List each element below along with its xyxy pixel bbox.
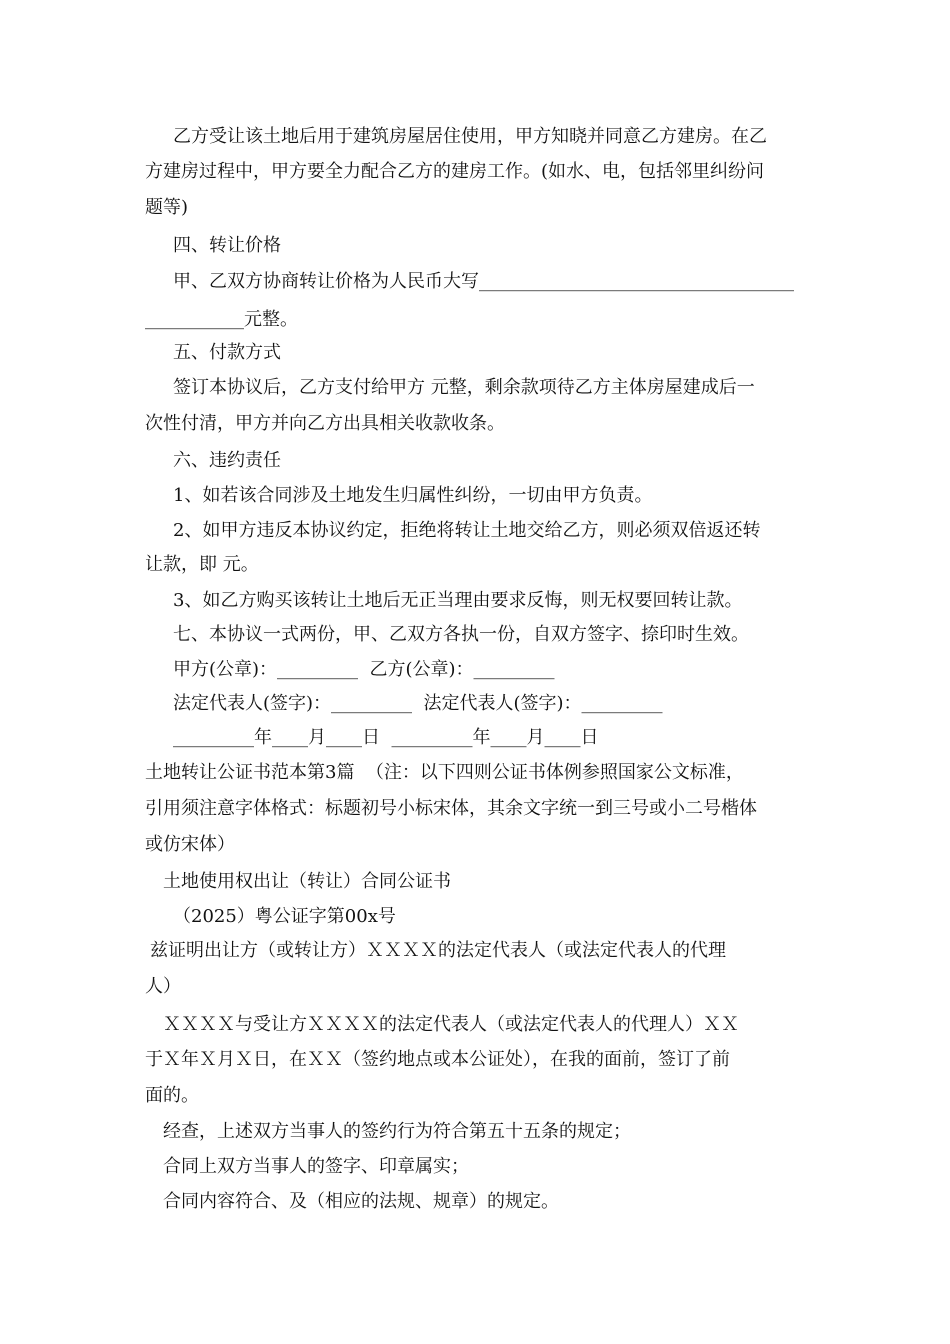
paragraph-line: 于Ｘ年Ｘ月Ｘ日，在ＸＸ（签约地点或本公证处），在我的面前，签订了前	[145, 1049, 730, 1070]
paragraph-line: 题等)	[145, 197, 189, 218]
paragraph-line: 人）	[145, 976, 181, 997]
section-heading: 六、违约责任	[173, 450, 281, 471]
paragraph-line: 合同上双方当事人的签字、印章属实；	[163, 1156, 469, 1177]
paragraph-line: 面的。	[145, 1085, 199, 1106]
paragraph-line: 经查，上述双方当事人的签约行为符合第五十五条的规定；	[163, 1121, 631, 1142]
paragraph-line: 方建房过程中，甲方要全力配合乙方的建房工作。(如水、电，包括邻里纠纷问	[145, 161, 765, 182]
clause-line: 2、如甲方违反本协议约定，拒绝将转让土地交给乙方，则必须双倍返还转	[173, 520, 761, 541]
paragraph-line: 乙方受让该土地后用于建筑房屋居住使用，甲方知晓并同意乙方建房。在乙	[173, 126, 767, 147]
paragraph-line: ＸＸＸＸ与受让方ＸＸＸＸ的法定代表人（或法定代表人的代理人）ＸＸ	[163, 1014, 739, 1035]
certificate-number: （2025）粤公证字第00x号	[173, 906, 396, 927]
section-heading: 四、转让价格	[173, 235, 281, 256]
clause-line: 七、本协议一式两份，甲、乙双方各执一份，自双方签字、捺印时生效。	[173, 624, 749, 645]
signature-date-line: _________年____月____日 _________年____月____日	[173, 727, 599, 748]
document-subtitle: 土地转让公证书范本第3篇 （注：以下四则公证书体例参照国家公文标准，	[145, 762, 744, 783]
paragraph-line: ___________元整。	[145, 309, 298, 330]
paragraph-line: 或仿宋体）	[145, 834, 235, 855]
clause-line: 3、如乙方购买该转让土地后无正当理由要求反悔，则无权要回转让款。	[173, 590, 743, 611]
section-heading: 五、付款方式	[173, 342, 281, 363]
certificate-title: 土地使用权出让（转让）合同公证书	[163, 871, 451, 892]
clause-line: 1、如若该合同涉及土地发生归属性纠纷，一切由甲方负责。	[173, 485, 653, 506]
paragraph-line: 引用须注意字体格式：标题初号小标宋体，其余文字统一到三号或小二号楷体	[145, 798, 757, 819]
signature-representative-line: 法定代表人(签字)：_________ 法定代表人(签字)：_________	[173, 693, 663, 714]
paragraph-line: 签订本协议后，乙方支付给甲方 元整，剩余款项待乙方主体房屋建成后一	[173, 377, 755, 398]
paragraph-line: 甲、乙双方协商转让价格为人民币大写___________________________________	[173, 271, 794, 292]
signature-seal-line: 甲方(公章)：_________ 乙方(公章)：_________	[173, 659, 555, 680]
paragraph-line: 次性付清，甲方并向乙方出具相关收款收条。	[145, 413, 505, 434]
paragraph-line: 兹证明出让方（或转让方）ＸＸＸＸ的法定代表人（或法定代表人的代理	[150, 940, 726, 961]
clause-line: 让款，即 元。	[145, 554, 259, 575]
paragraph-line: 合同内容符合、及（相应的法规、规章）的规定。	[163, 1191, 559, 1212]
